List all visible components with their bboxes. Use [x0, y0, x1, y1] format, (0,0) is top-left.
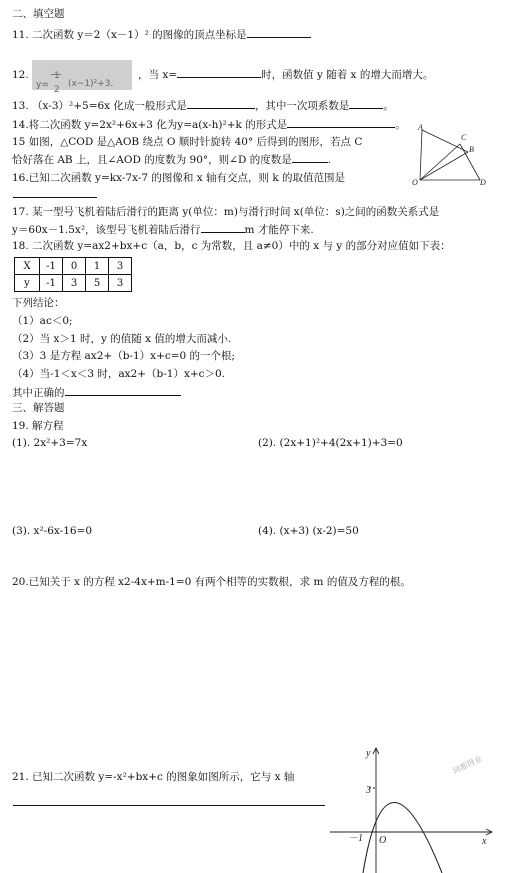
q13-text-a: 13. （x-3）²+5=6x 化成一般形式是: [12, 100, 187, 112]
q17-text-a: y＝60x－1.5x²，该型号飞机着陆后滑行: [12, 224, 201, 236]
table-cell: 3: [109, 258, 132, 275]
x-axis-label: x: [482, 836, 487, 847]
question-11: [12, 27, 311, 42]
q18-blank[interactable]: [65, 385, 181, 396]
origin-label: O: [379, 835, 387, 846]
parabola-curve: [363, 803, 442, 873]
q18-correct-text: 其中正确的: [12, 387, 65, 399]
question-20: 20.已知关于 x 的方程 x2-4x+m-1=0 有两个相等的实数根，求 m 的值及方程的根。: [12, 576, 411, 588]
table-cell: 3: [63, 275, 86, 292]
question-13: [12, 98, 394, 113]
q12-formula-image: [32, 60, 132, 95]
table-cell: 5: [86, 275, 109, 292]
q16-blank[interactable]: [13, 197, 97, 198]
label-a: A: [418, 123, 423, 132]
q18-conclusions-title: 下列结论：: [12, 297, 65, 309]
q12-number: 12.: [12, 69, 29, 81]
q19-part-4: (4). (x+3) (x-2)=50: [258, 525, 359, 537]
question-15-line-2: [12, 152, 331, 167]
parabola-graph: [326, 744, 496, 873]
table-row-y: [15, 275, 132, 292]
question-14: [12, 117, 406, 132]
q12-text-a: ，当 x=: [138, 69, 178, 81]
table-cell: 3: [109, 275, 132, 292]
watermark-text: 词都得业: [451, 754, 484, 776]
question-15-line-1: 15 如图，△COD 是△AOB 绕点 O 顺时针旋转 40° 后得到的图形，若点 C: [12, 136, 363, 148]
section-heading-answer: 三、解答题: [12, 402, 65, 414]
table-cell: 0: [63, 258, 86, 275]
question-18: 18. 二次函数 y=ax2+bx+c（a，b，c 为常数，且 a≠0）中的 x 与 y 的部分对应值如下表：: [12, 240, 451, 252]
table-row-x: [15, 258, 132, 275]
y-axis-label: y: [366, 748, 371, 759]
q11-text: 11. 二次函数 y＝2（x－1）² 的图像的顶点坐标是: [12, 29, 247, 41]
formula-rest: (x−1)²+3.: [68, 79, 114, 89]
q14-text-b: 。: [395, 119, 406, 131]
question-16: 16.已知二次函数 y=kx-7x-7 的图像和 x 轴有交点，则 k 的取值范围是: [12, 172, 346, 184]
table-cell: y: [15, 275, 40, 292]
segment-oc: [420, 144, 460, 180]
q18-correct-prompt: [12, 385, 181, 400]
question-21: 21. 已知二次函数 y=-x²+bx+c 的图象如图所示，它与 x 轴: [12, 771, 295, 783]
label-d: D: [480, 178, 486, 187]
question-17-line-2: [12, 222, 314, 237]
q15-text-a: 恰好落在 AB 上，且∠AOD 的度数为 90°，则∠D 的度数是: [12, 154, 292, 166]
q19-part-3: (3). x²-6x-16=0: [12, 525, 93, 537]
segment-ob: [420, 152, 468, 180]
q12-answer-blank[interactable]: [177, 67, 261, 78]
triangle-rotation-figure: [410, 122, 490, 188]
q17-text-b: m 才能停下来.: [244, 224, 314, 236]
q13-text-b: ，其中一次项系数是: [254, 100, 350, 112]
q14-text-a: 14.将二次函数 y=2x²+6x+3 化为y=a(x-h)²+k 的形式是: [12, 119, 288, 131]
q13-text-c: 。: [383, 100, 394, 112]
y-intercept-label: 3: [366, 785, 371, 796]
table-cell: -1: [40, 275, 63, 292]
q15-blank[interactable]: [292, 152, 328, 163]
section-heading-fill: 二、填空题: [12, 8, 65, 20]
q13-blank-1[interactable]: [187, 98, 255, 109]
segment-oa: [420, 130, 422, 180]
q13-blank-2[interactable]: [349, 98, 383, 109]
q18-conclusion-3: （3）3 是方程 ax2+（b-1）x+c=0 的一个根;: [12, 350, 236, 362]
formula-y: y=: [36, 80, 49, 90]
q18-conclusion-4: （4）当-1＜x＜3 时，ax2+（b-1）x+c＞0.: [12, 368, 226, 380]
x-intercept-label: －1: [348, 833, 363, 844]
table-cell: 1: [86, 258, 109, 275]
question-19-title: 19. 解方程: [12, 420, 64, 432]
q18-conclusion-1: （1）ac＜0;: [12, 315, 73, 327]
q17-blank[interactable]: [201, 222, 245, 233]
label-b: B: [469, 145, 474, 154]
table-cell: X: [15, 258, 40, 275]
q15-text-b: .: [327, 154, 332, 166]
table-cell: -1: [40, 258, 63, 275]
label-o: O: [412, 178, 418, 187]
question-17-line-1: 17. 某一型号飞机着陆后滑行的距离 y(单位：m)与滑行时间 x(单位：s)之间的函数关系式是: [12, 206, 440, 218]
formula-denominator: 2: [54, 85, 60, 95]
q12-text-b: 时，函数值 y 随着 x 的增大而增大。: [261, 69, 434, 81]
question-12: [12, 60, 434, 95]
q11-answer-blank[interactable]: [247, 27, 311, 38]
q21-answer-line[interactable]: [13, 805, 325, 806]
q18-conclusion-2: （2）当 x＞1 时，y 的值随 x 值的增大而减小.: [12, 333, 232, 345]
q14-blank[interactable]: [287, 117, 395, 128]
q19-part-2: (2). (2x+1)²+4(2x+1)+3=0: [258, 437, 403, 449]
xy-value-table: [14, 257, 132, 292]
label-c: C: [461, 133, 467, 142]
formula-numerator: 1: [54, 71, 60, 81]
q19-part-1: (1). 2x²+3=7x: [12, 437, 88, 449]
